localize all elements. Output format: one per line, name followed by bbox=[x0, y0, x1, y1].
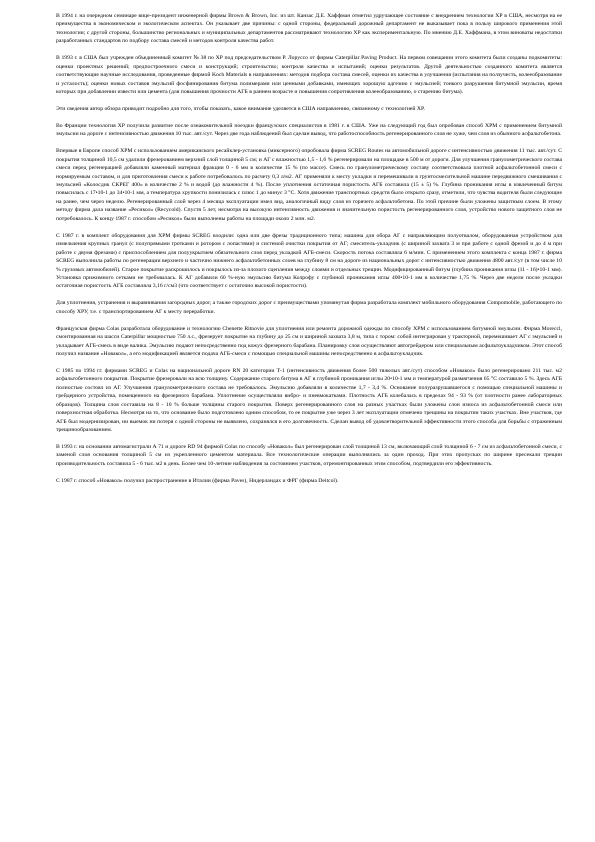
paragraph-2: В 1993 г. в США был учрежден объединенный комитет № 38 по ХР под председательством Р. Лоруссо от фирмы Caterpillar Paving Product. На первом совещании этого комитета были созданы подкомитеты: оценки проектных решений; предпостроечного смеси и конструкций; строительство; контроля качества и испытаний; оценки результатов. Другой деятельностью созданного комитета является соответствующие научные исследования, проведенные фирмой Koch Materials в направлениях: методов подбора состава смесей, оценки их качества в улучшения (испытания на ползучесть, колееобразование и усталость); оценки новых составов эмульсий фосфинирования битума полимерами или ценными добавками, имеющих хорошую адгезию с эмульсией; тонкого разрушения битумной эмульсии, время которых при добавлении извести или цемента (для повышения прочности АГБ в раннем возрасте и повышения сопротивления колееобразованию, о старению битума). bbox=[56, 55, 562, 96]
paragraph-8: Французская фирма Colas разработала оборудование и технологию Chenette Ritnovie для уплотнения или ремонта дорожной одежды по способу ХРМ с использованием битумной эмульсии. Фирма Moreccl, смонтированная на шасси Caterpillar мощностью 750 л.с., фрезерует покрытие на глубину до 25 см и шириной захвата 3,8 м, типа с тором: собой интегрирован у тракторной, перемешивает АГ с эмульсией и укладывает АГБ-смесь в виде валика. Эмульсию подают непосредственно под кожух фрезерного барабана. Планировку слоя осуществляют автогрейдером или специальным асфальтоукладчиком. Этот способ получил название «Новакол», а его модификацией является подача АГБ-смеси с помощью специальной машины непосредственно в асфальтоукладчик. bbox=[56, 325, 562, 358]
paragraph-3: Эти сведения автор обзора приводит подробно для того, чтобы показать, какое внимание уделяется в США направлению, связанному с технологией ХР. bbox=[56, 105, 425, 112]
document-page bbox=[56, 12, 562, 494]
paragraph-7: Для уплотнения, устранения и выравнивания загородных дорог, а также городских дорог с преимуществами упомянутая фирма разработала комплект мобильного оборудования Compomobile, работающего по способу ХРУ, т.е. с транспортированием АГ к месту переработки. bbox=[56, 300, 562, 315]
paragraph-1: В 1994 г. на очередном семинаре вице-президент инженерной фирмы Brown & Brown, Inc. из шт. Канзас Д.Е. Хаффман отметил удручающее состояние с внедрением технологии ХР в США, несмотря на ее преимущества в экономическом и экологическом аспектах. Он указывает две причины: с одной стороны, федеральный дорожный департамент не выказывает пока в пользу широкого применения этой технологии; с другой стороны, большинство региональных и муниципальных департаментов рассматривают технологию ХР как экспериментальную. По мнению Д.Е. Хаффмана, в этом виноваты недостатки разработанных стандартов по подбору состава смесей и методов контроля качества работ. bbox=[56, 13, 562, 45]
paragraph-11: С 1987 г. способ «Новакол» получил распространение в Италии (фирма Paves), Нидерландах и ФРГ (фирма Deitcol). bbox=[56, 477, 339, 484]
paragraph-4: Во Франции технология ХР получила развитие после ознакомительной поездки французских специалистов в 1981 г. в США. Уже на следующий год был опробован способ ХРМ с применением битумной эмульсии на дороге с интенсивностью движения 10 тыс. авт./сут. Через две года наблюдений был сделан вывод, что работоспособность регенерированного слоя не хуже, чем слоя из обычного асфальтобетона. bbox=[56, 122, 562, 138]
paragraph-10: В 1993 г. на основании автомагистрали А 71 и дороге RD 94 фирмой Colas по способу «Новакол» был регенерирован слой толщиной 13 см, включающий слой толщиной 6 - 7 см из асфальтобетонной смеси, с заменой слоя основания толщиной 5 см из укрепленного цементом материала. Все технологические операции выполнялись за один проход. При этих пропусках по ширине пресекали трещин производительность составила 5 - 6 тыс. м2 в день. Более чем 10-летние наблюдения за состоянием участков, отремонтированных этим способом, подтвердили его эффективность. bbox=[56, 443, 562, 467]
paragraph-5: Впервые в Европе способ ХРМ с использованием американского ресайклер-установка (миксерного) опробовала фирма SCREG Routes на автомобильной дороге с интенсивностью движения 11 тыс. авт./сут. С покрытия толщиной 10,5 см удалили фрезерованием верхний слой толщиной 5 см; и АГ с влажностью 1,5 - 1,6 % регенерировали на площадке в 500 м от дороги. Для улучшения гранулометрического состава смеси перед регенерацией добавляли каменный материал фракции 0 - 6 мм в количестве 15 % (по массе). Смесь по гранулометрическому составу соответствовала плотной асфальтобетонной смеси с нормируемым составом, и для приготовления смеси к работе потребовалось по расчету 0,3 л/м2. АГ применяли к месту укладки и перемешивали в грунтосмесительной машине передвижного смешивания с эмульсией «Колосдик СКРЕГ 400» в количестве 2 % и водой (до влажности 4 %). После уплотнения остаточная пористость АГБ составила (15 ± 5) %. Глубина проникания иглы в извлеченный битум повысилась с 17•10-1 до 34•10-1 мм, а температура хрупкости понизилась с плюс 1 до минус 3 °С. Хотя движение транспортных средств было открыто сразу, отметили, что чувства водителя были следующие на ранее, чем через неделю. Регенерированный слой через 4 месяца эксплуатации имел вид, аналогичный виду слоя из горячего асфальтобетона. По этой причине были уложены защитным слоем. В этому методу фирма дала название «Ресикол» (Recycold). Спустя 5 лет, несмотря на высокую интенсивность движения и значительную пористость регенерированного слоя, устройство нового защитного слоя не потребовалось. К концу 1987 г. способом «Ресикол» были выполнены работы на площади около 2 млн. м2. bbox=[56, 148, 562, 222]
paragraph-6: С 1987 г. в комплект оборудования для ХРМ фирмы SCREG входили: одна или две фрезы традиционного типа; машина для обора АГ с направляющим полуотвалом, оборудованная устройством для измельчения крупных гранул (с полупрямыми гротками и ротором с лопастями) и системой очистки покрытия от АГ; смеситель-укладчик (с шириной захвата 3 м при работе с одной фрезой и до 4 м при работе с двумя фрезами) с приспособлением для полуукрытием обязательного слоя перед укладкой АГБ-смеси. Скорость потока составляла 6 м/мин. С применением этого комплекта с конца 1987 г. фирма SCREG выполнила работы по регенерации верхнего и частично нижнего асфальтобетонных слоев на глубину 8 см на дороге из национальных дорог с интенсивностью движения 4800 авт./сут (в том числе 10 % грузовых автомобилей). Старое покрытие раскрошилось и покрылось из-за плохого сцепления между слоями и отдельных трещин. Модифицированный битум (глубина проникания иглы (11 - 16)•10-1 мм). Установка прижимного сетками не требовалась. К АГ добавили 60 %-ную эмульсию битума Колрофу с глубиной проникания иглы 400•10-1 мм в количестве 1,75 %. Через две недели после укладки остаточная пористость АГБ составляла 3,16 г/см3 (что соответствует с остаточно высокой пористости). bbox=[56, 232, 562, 290]
paragraph-9: С 1985 по 1994 гг. фирмами SCREG и Colas на национальной дороге RN 20 категории Т-1 (интенсивность движения более 500 тяжелых авт./сут) способом «Новакол» было регенерировано 211 тыс. м2 асфальтобетонного покрытия. Покрытие фрезеровали на всю толщину. Содержание старого битума в АГ в глубиной проникания иглы 20•10-1 мм и температурой размягчения 65 °С составило 5 %. Здесь АГБ полностью состоял из АГ. Улучшения гранулометрического состава не требовалось. Эмульсию добавляли в количестве 1,7 - 3,4 %. Основание полуразрушавшегося с помощью специальной машины и грейдерного устройства, помещенного на фрезерного барабана. Уплотнение осуществляли вибро- и пневмокатками. Плотность АГБ колебалась в пределах 94 - 93 % (от плотности ранее лабораторных образцов). Толщина слоя составила на 8 - 10 % больше толщины старого покрытия. Поверх регенерированного слоя на разных участках были уложены слои износа из асфальтобетонной смеси или поверхностная обработка. Несмотря на то, что основание было подготовлено одним способом, то ее покрытие уже через 3 лет эксплуатации отмечено трещины на покрытии таких участках. Вне участков, где АГБ был модернизирован, ни выемок ни потеря с одной стороны не выявлено, сохранялся и его долговечность. Сделан вывод об удовлетворительной эффективности этого способа для борьбы с отраженным трещинообразованием. bbox=[56, 367, 562, 434]
